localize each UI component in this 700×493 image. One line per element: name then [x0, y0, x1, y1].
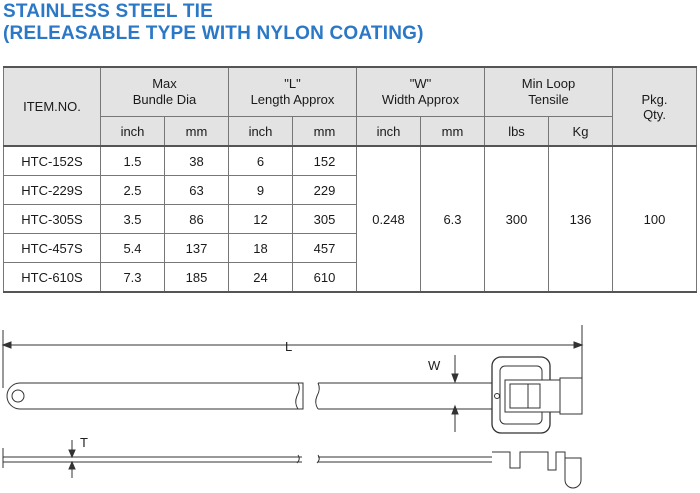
- unit-header: mm: [293, 117, 357, 147]
- length-mm-cell: 610: [293, 263, 357, 293]
- label-w: W: [428, 358, 441, 373]
- pkg-qty-cell: 100: [613, 146, 697, 292]
- tensile-lbs-cell: 300: [485, 146, 549, 292]
- arrow-up-icon: [69, 462, 75, 469]
- dia-mm-cell: 63: [165, 176, 229, 205]
- spec-table: [3, 66, 697, 293]
- dia-inch-cell: 7.3: [101, 263, 165, 293]
- dia-mm-cell: 185: [165, 263, 229, 293]
- dia-inch-cell: 1.5: [101, 146, 165, 176]
- width-mm-cell: 6.3: [421, 146, 485, 292]
- unit-header: lbs: [485, 117, 549, 147]
- dia-mm-cell: 86: [165, 205, 229, 234]
- header-max-bundle-dia: Max Bundle Dia: [101, 67, 229, 117]
- header-width: "W" Width Approx: [357, 67, 485, 117]
- width-inch-cell: 0.248: [357, 146, 421, 292]
- dia-mm-cell: 137: [165, 234, 229, 263]
- unit-header: mm: [421, 117, 485, 147]
- unit-header: Kg: [549, 117, 613, 147]
- dia-mm-cell: 38: [165, 146, 229, 176]
- dia-inch-cell: 2.5: [101, 176, 165, 205]
- strap-left: [7, 383, 303, 409]
- item-cell: HTC-610S: [4, 263, 101, 293]
- length-mm-cell: 305: [293, 205, 357, 234]
- unit-header: inch: [357, 117, 421, 147]
- page-subtitle: (RELEASABLE TYPE WITH NYLON COATING): [3, 23, 424, 44]
- dia-inch-cell: 5.4: [101, 234, 165, 263]
- label-t: T: [80, 435, 88, 450]
- item-cell: HTC-152S: [4, 146, 101, 176]
- table-row: [4, 146, 697, 176]
- header-length: "L" Length Approx: [229, 67, 357, 117]
- length-inch-cell: 12: [229, 205, 293, 234]
- side-buckle: [492, 452, 581, 488]
- item-cell: HTC-229S: [4, 176, 101, 205]
- length-inch-cell: 24: [229, 263, 293, 293]
- arrow-right-icon: [574, 342, 582, 348]
- arrow-down-icon: [69, 450, 75, 457]
- length-inch-cell: 6: [229, 146, 293, 176]
- arrow-up-icon: [452, 406, 458, 414]
- length-mm-cell: 229: [293, 176, 357, 205]
- arrow-down-icon: [452, 374, 458, 382]
- label-l: L: [285, 339, 293, 354]
- break-mark: [316, 383, 320, 409]
- header-min-loop-tensile: Min Loop Tensile: [485, 67, 613, 117]
- header-item-no: ITEM.NO.: [4, 67, 101, 146]
- length-inch-cell: 18: [229, 234, 293, 263]
- release-tab: [560, 378, 582, 414]
- dia-inch-cell: 3.5: [101, 205, 165, 234]
- unit-header: inch: [229, 117, 293, 147]
- page-title: STAINLESS STEEL TIE: [3, 1, 214, 22]
- length-mm-cell: 457: [293, 234, 357, 263]
- unit-header: mm: [165, 117, 229, 147]
- length-mm-cell: 152: [293, 146, 357, 176]
- tie-drawing: [0, 318, 700, 493]
- unit-header: inch: [101, 117, 165, 147]
- header-pkg-qty: Pkg. Qty.: [613, 67, 697, 146]
- item-cell: HTC-457S: [4, 234, 101, 263]
- arrow-left-icon: [3, 342, 11, 348]
- tensile-kg-cell: 136: [549, 146, 613, 292]
- length-inch-cell: 9: [229, 176, 293, 205]
- item-cell: HTC-305S: [4, 205, 101, 234]
